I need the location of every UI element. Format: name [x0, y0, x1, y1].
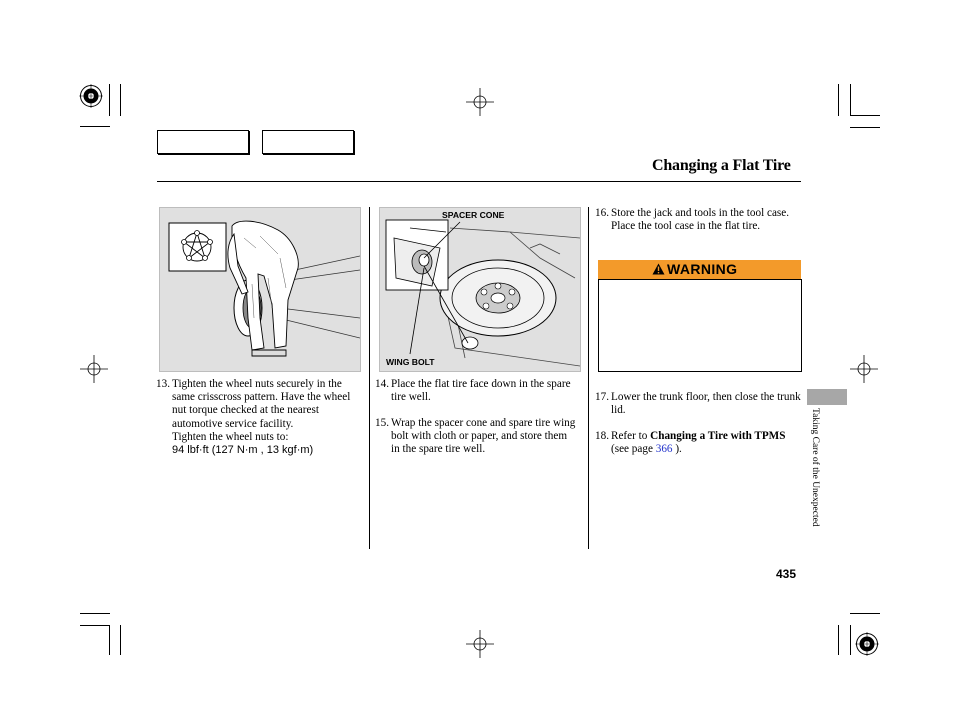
- figure-spare-tire-well: [379, 207, 581, 372]
- crosshair-icon: [80, 355, 108, 383]
- column-divider: [369, 207, 370, 549]
- spare-well-illustration: [380, 208, 580, 371]
- label-wing-bolt: WING BOLT: [386, 357, 435, 367]
- title-rule: [157, 181, 801, 182]
- label-spacer-cone: SPACER CONE: [442, 210, 505, 220]
- warning-label: WARNING: [667, 261, 738, 277]
- step-15: 15. Wrap the spacer cone and spare tire wing bolt with cloth or paper, and store them in the spare tire well.: [375, 417, 576, 456]
- warning-box: [598, 279, 802, 372]
- crosshair-icon: [466, 630, 494, 658]
- nav-box-2[interactable]: [262, 130, 354, 154]
- warning-triangle-icon: [652, 263, 665, 275]
- page-link-366[interactable]: 366: [655, 443, 673, 456]
- section-tab: [807, 389, 847, 405]
- page-title: Changing a Flat Tire: [652, 157, 791, 174]
- warning-header: [598, 260, 801, 279]
- figure-wheel-nuts: [159, 207, 361, 372]
- step-16: 16. Store the jack and tools in the tool case. Place the tool case in the flat tire.: [595, 207, 790, 233]
- step-17: 17. Lower the trunk floor, then close the trunk lid.: [595, 391, 801, 417]
- nav-box-1[interactable]: [157, 130, 249, 154]
- crosshair-icon: [466, 88, 494, 116]
- tightening-illustration: [160, 208, 360, 371]
- crosshair-icon: [850, 355, 878, 383]
- section-label: Taking Care of the Unexpected: [810, 408, 820, 527]
- page-number: 435: [776, 567, 797, 581]
- step-18: 18. Refer to Changing a Tire with TPMS (see page 366 ).: [595, 430, 786, 456]
- registration-target-icon: [79, 84, 103, 108]
- step-14: 14. Place the flat tire face down in the spare tire well.: [375, 378, 571, 404]
- step-13: 13. Tighten the wheel nuts securely in the same crisscross pattern. Have the wheel nut torque checked at the nearest automotive service facility. Tighten the wheel nuts to: 94 lbf·ft (127 N·m , 13 kgf·m): [172, 378, 364, 457]
- torque-value: 94 lbf·ft (127 N·m , 13 kgf·m): [172, 444, 314, 457]
- column-divider: [588, 207, 589, 549]
- cross-reference-title: Changing a Tire with TPMS: [650, 430, 786, 442]
- registration-target-icon: [855, 632, 879, 656]
